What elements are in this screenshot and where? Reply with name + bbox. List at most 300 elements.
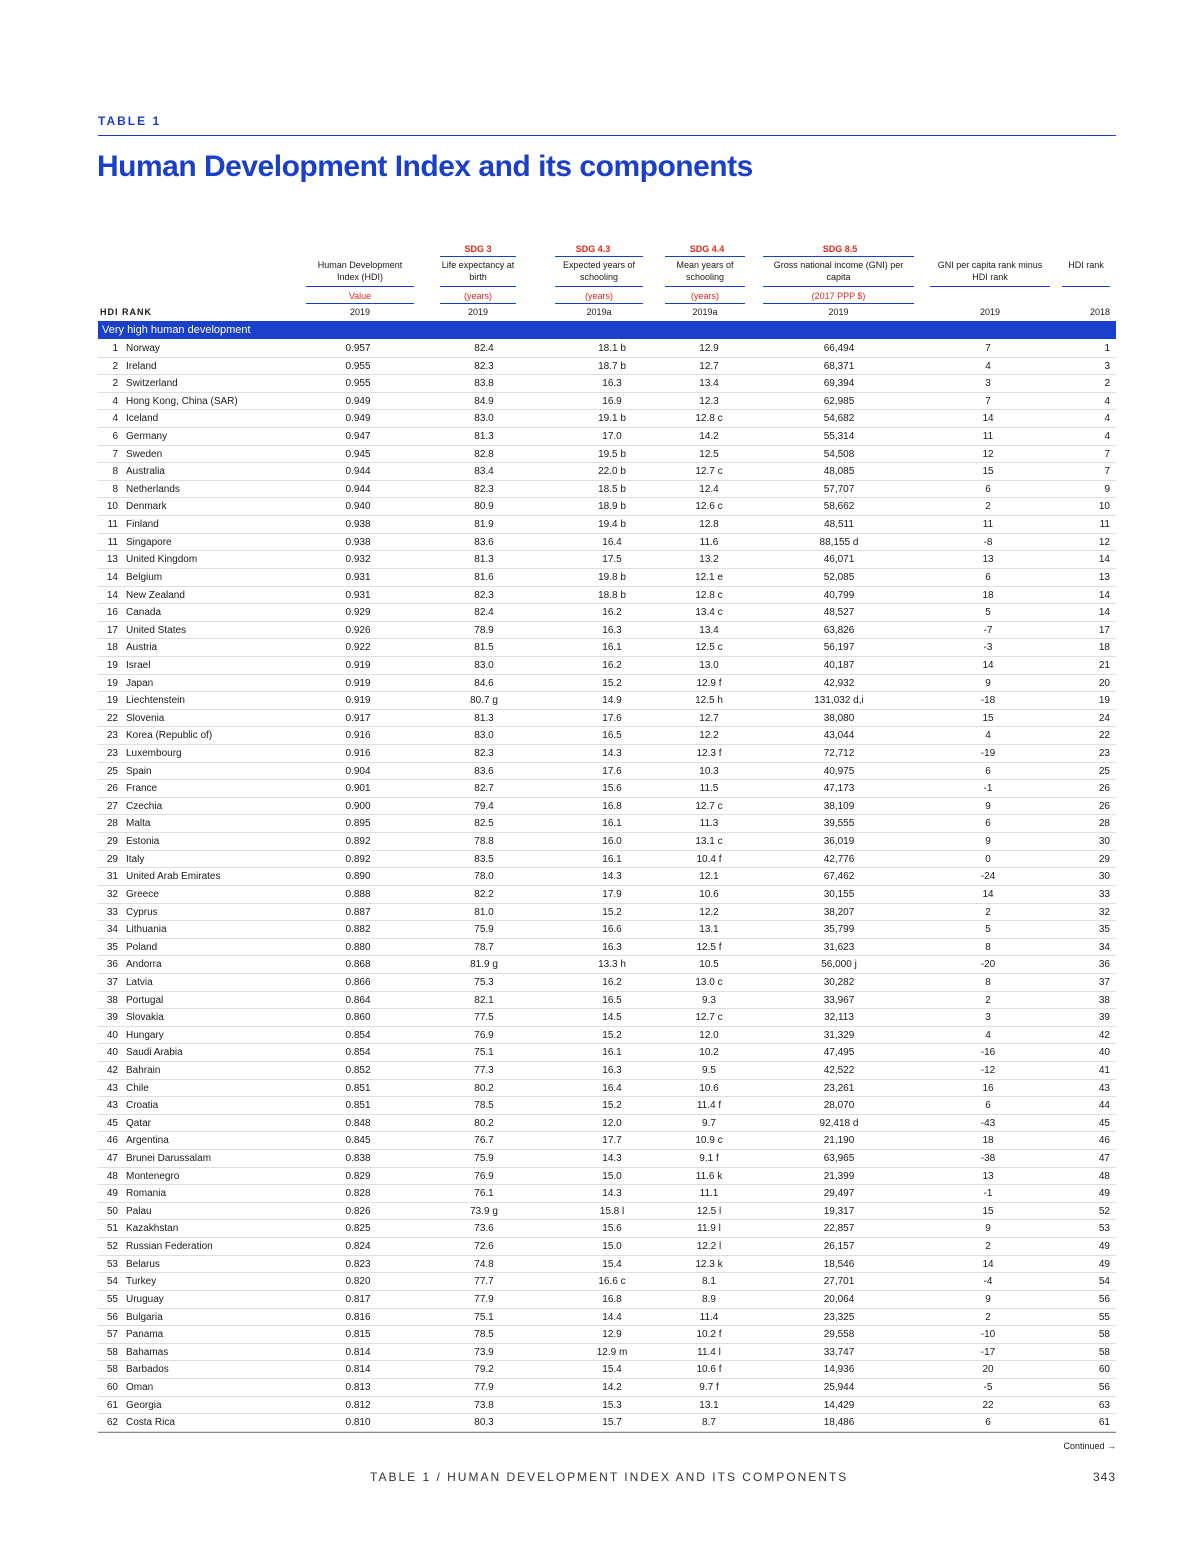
hdi-rank-2018: 56 (1098, 1381, 1110, 1393)
row-rank: 14 (106, 589, 118, 601)
gni-minus-hdi-rank: 6 (985, 1100, 991, 1112)
country-name: Ireland (126, 360, 157, 372)
country-name: Russian Federation (126, 1241, 213, 1253)
hdi-rank-2018: 58 (1098, 1346, 1110, 1358)
gni-minus-hdi-rank: 15 (982, 466, 994, 478)
row-rank: 48 (106, 1170, 118, 1182)
mean-schooling: 12.2 l (696, 1241, 722, 1253)
page-title: Human Development Index and its components (97, 150, 753, 183)
row-rank: 8 (112, 466, 118, 478)
row-rank: 45 (106, 1117, 118, 1129)
row-rank: 26 (106, 783, 118, 795)
gni-per-capita: 39,555 (823, 818, 855, 830)
life-expectancy: 81.0 (474, 906, 494, 918)
mean-schooling: 10.5 (699, 959, 719, 971)
row-rank: 36 (106, 959, 118, 971)
hdi-rank-2018: 49 (1098, 1258, 1110, 1270)
col-diff-year: 2019 (979, 307, 1001, 317)
life-expectancy: 82.7 (474, 783, 494, 795)
hdi-rank-2018: 22 (1098, 730, 1110, 742)
country-name: Montenegro (126, 1170, 180, 1182)
gni-minus-hdi-rank: -43 (980, 1117, 996, 1129)
life-expectancy: 76.9 (474, 1170, 494, 1182)
life-expectancy: 79.2 (474, 1364, 494, 1376)
gni-minus-hdi-rank: 0 (985, 853, 991, 865)
hdi-rank-2018: 19 (1098, 695, 1110, 707)
table-body (98, 340, 1116, 1432)
hdi-rank-2018: 14 (1098, 589, 1110, 601)
footer: TABLE 1 / HUMAN DEVELOPMENT INDEX AND ITS COMPONENTS (370, 1470, 849, 1484)
gni-per-capita: 58,662 (823, 501, 855, 513)
expected-schooling: 16.5 (602, 730, 622, 742)
life-expectancy: 75.9 (474, 924, 494, 936)
table-row (98, 340, 1116, 358)
hdi-rank-2018: 35 (1098, 924, 1110, 936)
country-name: Bahamas (126, 1346, 169, 1358)
gni-per-capita: 55,314 (823, 431, 855, 443)
life-expectancy: 81.9 g (470, 959, 498, 971)
header-rule (930, 286, 1050, 287)
hdi-value: 0.880 (345, 941, 371, 953)
gni-per-capita: 28,070 (823, 1100, 855, 1112)
mean-schooling: 11.4 (699, 1311, 719, 1323)
gni-per-capita: 48,085 (823, 466, 855, 478)
mean-schooling: 13.1 (699, 924, 719, 936)
gni-minus-hdi-rank: 6 (985, 765, 991, 777)
country-name: Italy (126, 853, 145, 865)
row-rank: 19 (106, 659, 118, 671)
mean-schooling: 10.6 f (696, 1364, 722, 1376)
life-expectancy: 82.3 (474, 748, 494, 760)
life-expectancy: 82.3 (474, 360, 494, 372)
gni-per-capita: 23,261 (823, 1082, 855, 1094)
gni-per-capita: 38,109 (823, 800, 855, 812)
expected-schooling: 17.7 (602, 1135, 622, 1147)
life-expectancy: 75.9 (474, 1153, 494, 1165)
hdi-rank-2018: 46 (1098, 1135, 1110, 1147)
expected-schooling: 15.2 (602, 1100, 622, 1112)
country-name: Lithuania (126, 924, 167, 936)
unit-rule (665, 303, 745, 304)
mean-schooling: 12.3 f (696, 748, 722, 760)
hdi-rank-2018: 3 (1104, 360, 1110, 372)
life-expectancy: 76.9 (474, 1029, 494, 1041)
row-rank: 31 (106, 871, 118, 883)
gni-per-capita: 56,000 j (821, 959, 857, 971)
life-expectancy: 77.9 (474, 1381, 494, 1393)
sdg-rule (440, 256, 516, 257)
table-row (98, 498, 1116, 516)
gni-minus-hdi-rank: 2 (985, 1241, 991, 1253)
row-rank: 11 (107, 519, 118, 531)
table-row (98, 763, 1116, 781)
col-hdi-unit: Value (348, 291, 372, 301)
gni-minus-hdi-rank: 7 (985, 395, 991, 407)
country-name: New Zealand (126, 589, 185, 601)
hdi-rank-2018: 56 (1098, 1293, 1110, 1305)
row-rank: 40 (106, 1029, 118, 1041)
hdi-rank-2018: 28 (1098, 818, 1110, 830)
hdi-value: 0.919 (345, 695, 371, 707)
table-row (98, 1414, 1116, 1432)
mean-schooling: 12.9 f (696, 677, 722, 689)
hdi-rank-2018: 7 (1104, 448, 1110, 460)
life-expectancy: 80.7 g (470, 695, 498, 707)
hdi-rank-label: HDI RANK (100, 307, 152, 317)
gni-per-capita: 66,494 (823, 343, 855, 354)
hdi-value: 0.916 (345, 730, 371, 742)
hdi-value: 0.852 (345, 1064, 371, 1076)
mean-schooling: 12.2 (699, 730, 719, 742)
gni-minus-hdi-rank: 2 (985, 1311, 991, 1323)
expected-schooling: 15.0 (602, 1170, 622, 1182)
row-rank: 7 (112, 448, 118, 460)
expected-schooling: 16.9 (602, 395, 622, 407)
table-row (98, 1080, 1116, 1098)
hdi-value: 0.926 (345, 624, 371, 636)
country-name: Norway (126, 343, 160, 354)
country-name: Oman (126, 1381, 154, 1393)
gni-minus-hdi-rank: 12 (982, 448, 994, 460)
hdi-value: 0.825 (345, 1223, 371, 1235)
country-name: France (126, 783, 158, 795)
hdi-rank-2018: 2 (1104, 378, 1110, 390)
table-row (98, 428, 1116, 446)
country-name: Austria (126, 642, 158, 654)
life-expectancy: 73.9 g (470, 1205, 498, 1217)
row-rank: 55 (106, 1293, 118, 1305)
expected-schooling: 16.5 (602, 994, 622, 1006)
hdi-rank-2018: 33 (1098, 888, 1110, 900)
hdi-rank-2018: 55 (1098, 1311, 1110, 1323)
mean-schooling: 12.5 f (696, 941, 722, 953)
gni-per-capita: 48,511 (824, 519, 854, 531)
mean-schooling: 12.0 (699, 1029, 719, 1041)
gni-minus-hdi-rank: -18 (980, 695, 996, 707)
gni-per-capita: 92,418 d (819, 1117, 859, 1129)
row-rank: 25 (106, 765, 118, 777)
hdi-rank-2018: 48 (1098, 1170, 1110, 1182)
gni-per-capita: 14,429 (823, 1399, 855, 1411)
hdi-rank-2018: 49 (1098, 1241, 1110, 1253)
expected-schooling: 14.3 (602, 1153, 622, 1165)
hdi-rank-2018: 9 (1104, 483, 1110, 495)
col-gni-unit: (2017 PPP $) (811, 291, 866, 301)
life-expectancy: 76.1 (474, 1188, 494, 1200)
gni-per-capita: 30,282 (823, 976, 855, 988)
col-eys-year: 2019a (586, 307, 612, 317)
gni-minus-hdi-rank: 16 (982, 1082, 994, 1094)
gni-per-capita: 54,682 (823, 413, 855, 425)
row-rank: 2 (112, 360, 118, 372)
mean-schooling: 12.3 k (695, 1258, 723, 1270)
gni-per-capita: 69,394 (823, 378, 855, 390)
hdi-value: 0.919 (345, 659, 371, 671)
col-eys-unit: (years) (584, 291, 613, 301)
hdi-rank-2018: 21 (1098, 659, 1110, 671)
mean-schooling: 8.9 (702, 1293, 716, 1305)
unit-rule (306, 303, 414, 304)
life-expectancy: 80.9 (474, 501, 494, 513)
row-rank: 42 (106, 1064, 118, 1076)
hdi-value: 0.919 (345, 677, 371, 689)
row-rank: 56 (106, 1311, 118, 1323)
gni-per-capita: 131,032 d,i (814, 695, 864, 707)
hdi-value: 0.892 (345, 836, 371, 848)
life-expectancy: 72.6 (474, 1241, 494, 1253)
hdi-value: 0.949 (345, 395, 371, 407)
life-expectancy: 83.5 (474, 853, 494, 865)
row-rank: 17 (106, 624, 118, 636)
life-expectancy: 76.7 (474, 1135, 494, 1147)
gni-minus-hdi-rank: 7 (985, 343, 991, 354)
gni-per-capita: 52,085 (823, 571, 855, 583)
hdi-value: 0.957 (345, 343, 371, 354)
mean-schooling: 13.0 c (695, 976, 723, 988)
hdi-value: 0.955 (345, 360, 371, 372)
expected-schooling: 15.8 l (599, 1205, 625, 1217)
row-rank: 43 (106, 1100, 118, 1112)
hdi-value: 0.904 (345, 765, 371, 777)
gni-per-capita: 21,190 (823, 1135, 855, 1147)
gni-minus-hdi-rank: -10 (980, 1329, 996, 1341)
gni-per-capita: 33,967 (823, 994, 855, 1006)
mean-schooling: 12.8 c (695, 589, 723, 601)
gni-minus-hdi-rank: 9 (985, 836, 991, 848)
row-rank: 39 (106, 1012, 118, 1024)
gni-minus-hdi-rank: 8 (985, 941, 991, 953)
expected-schooling: 12.0 (602, 1117, 622, 1129)
hdi-value: 0.882 (345, 924, 371, 936)
table-row (98, 1115, 1116, 1133)
hdi-rank-2018: 25 (1098, 765, 1110, 777)
sdg-mys: SDG 4.4 (689, 244, 725, 254)
gni-minus-hdi-rank: 6 (985, 483, 991, 495)
col-r18-year: 2018 (1089, 307, 1110, 317)
gni-minus-hdi-rank: 6 (985, 818, 991, 830)
gni-minus-hdi-rank: 11 (982, 431, 994, 443)
col-le-name: Life expectancy at birth (441, 260, 515, 282)
hdi-value: 0.916 (345, 748, 371, 760)
hdi-value: 0.848 (345, 1117, 371, 1129)
country-name: Belgium (126, 571, 163, 583)
hdi-value: 0.917 (345, 712, 371, 724)
hdi-value: 0.815 (345, 1329, 371, 1341)
hdi-rank-2018: 63 (1098, 1399, 1110, 1411)
row-rank: 50 (106, 1205, 118, 1217)
row-rank: 19 (106, 695, 118, 707)
hdi-rank-2018: 20 (1098, 677, 1110, 689)
mean-schooling: 10.4 f (696, 853, 722, 865)
expected-schooling: 15.2 (602, 906, 622, 918)
hdi-value: 0.860 (345, 1012, 371, 1024)
country-name: Netherlands (126, 483, 180, 495)
table-row (98, 1397, 1116, 1415)
country-name: United Arab Emirates (126, 871, 221, 883)
hdi-rank-2018: 14 (1098, 607, 1110, 619)
mean-schooling: 12.5 l (696, 1205, 722, 1217)
country-name: Bulgaria (126, 1311, 163, 1323)
table-row (98, 675, 1116, 693)
country-name: Uruguay (126, 1293, 164, 1305)
country-name: Sweden (126, 448, 163, 460)
gni-per-capita: 22,857 (823, 1223, 855, 1235)
row-rank: 6 (112, 431, 118, 443)
expected-schooling: 17.0 (602, 431, 622, 443)
table-row (98, 622, 1116, 640)
gni-per-capita: 25,944 (823, 1381, 855, 1393)
country-name: Luxembourg (126, 748, 182, 760)
table-row (98, 868, 1116, 886)
gni-per-capita: 40,187 (823, 659, 855, 671)
header-rule (306, 286, 414, 287)
life-expectancy: 80.2 (474, 1082, 494, 1094)
table-row (98, 534, 1116, 552)
hdi-value: 0.929 (345, 607, 371, 619)
gni-per-capita: 57,707 (823, 483, 855, 495)
mean-schooling: 12.5 (699, 448, 719, 460)
mean-schooling: 11.9 l (697, 1223, 721, 1235)
hdi-rank-2018: 26 (1098, 800, 1110, 812)
row-rank: 53 (106, 1258, 118, 1270)
country-name: Liechtenstein (126, 695, 185, 707)
row-rank: 58 (106, 1346, 118, 1358)
expected-schooling: 18.5 b (598, 483, 626, 495)
gni-per-capita: 35,799 (823, 924, 855, 936)
hdi-value: 0.887 (345, 906, 371, 918)
country-name: Panama (126, 1329, 164, 1341)
row-rank: 61 (106, 1399, 118, 1411)
hdi-value: 0.851 (345, 1082, 371, 1094)
top-rule (98, 135, 1116, 136)
table-row (98, 974, 1116, 992)
mean-schooling: 12.4 (699, 483, 719, 495)
hdi-rank-2018: 30 (1098, 871, 1110, 883)
col-diff-name: GNI per capita rank minus HDI rank (937, 260, 1043, 282)
country-name: Canada (126, 607, 162, 619)
row-rank: 19 (106, 677, 118, 689)
table-row (98, 1291, 1116, 1309)
country-name: Cyprus (126, 906, 158, 918)
hdi-value: 0.890 (345, 871, 371, 883)
gni-minus-hdi-rank: 15 (982, 1205, 994, 1217)
table-row (98, 1009, 1116, 1027)
country-name: Japan (126, 677, 154, 689)
gni-minus-hdi-rank: 2 (985, 501, 991, 513)
mean-schooling: 11.4 l (697, 1346, 721, 1358)
country-name: Barbados (126, 1364, 169, 1376)
life-expectancy: 75.3 (474, 976, 494, 988)
life-expectancy: 74.8 (474, 1258, 494, 1270)
gni-per-capita: 54,508 (823, 448, 855, 460)
life-expectancy: 81.3 (474, 554, 494, 566)
gni-per-capita: 19,317 (823, 1205, 855, 1217)
mean-schooling: 13.4 (699, 624, 719, 636)
row-rank: 13 (106, 554, 118, 566)
country-name: Costa Rica (126, 1417, 175, 1429)
gni-minus-hdi-rank: 14 (982, 888, 994, 900)
country-name: Romania (126, 1188, 167, 1200)
gni-per-capita: 32,113 (824, 1012, 854, 1024)
mean-schooling: 12.7 c (695, 800, 723, 812)
country-name: Greece (126, 888, 159, 900)
gni-minus-hdi-rank: -24 (980, 871, 996, 883)
header-rule (763, 286, 914, 287)
hdi-rank-2018: 45 (1098, 1117, 1110, 1129)
expected-schooling: 19.4 b (598, 519, 626, 531)
mean-schooling: 12.5 c (695, 642, 723, 654)
expected-schooling: 14.3 (602, 1188, 622, 1200)
hdi-rank-2018: 52 (1098, 1205, 1110, 1217)
life-expectancy: 73.8 (474, 1399, 494, 1411)
hdi-rank-2018: 4 (1104, 413, 1110, 425)
expected-schooling: 15.7 (602, 1417, 622, 1429)
expected-schooling: 16.6 c (598, 1276, 626, 1288)
gni-minus-hdi-rank: 9 (985, 677, 991, 689)
country-name: Hong Kong, China (SAR) (126, 395, 238, 407)
col-mys-unit: (years) (690, 291, 719, 301)
mean-schooling: 12.7 c (695, 1012, 723, 1024)
hdi-value: 0.892 (345, 853, 371, 865)
hdi-value: 0.944 (345, 466, 371, 478)
life-expectancy: 83.6 (474, 765, 494, 777)
table-row (98, 1027, 1116, 1045)
country-name: Slovakia (126, 1012, 164, 1024)
table-row (98, 551, 1116, 569)
hdi-value: 0.931 (345, 589, 371, 601)
row-rank: 28 (106, 818, 118, 830)
hdi-value: 0.828 (345, 1188, 371, 1200)
hdi-value: 0.900 (345, 800, 371, 812)
gni-minus-hdi-rank: 9 (985, 1223, 991, 1235)
gni-minus-hdi-rank: 9 (985, 800, 991, 812)
unit-rule (440, 303, 516, 304)
hdi-value: 0.812 (345, 1399, 371, 1411)
hdi-value: 0.814 (345, 1364, 371, 1376)
gni-per-capita: 27,701 (823, 1276, 855, 1288)
expected-schooling: 16.1 (602, 853, 622, 865)
mean-schooling: 10.3 (699, 765, 719, 777)
hdi-rank-2018: 1 (1104, 343, 1110, 354)
row-rank: 57 (106, 1329, 118, 1341)
unit-rule (763, 303, 914, 304)
table-row (98, 569, 1116, 587)
header-rule (665, 286, 745, 287)
hdi-value: 0.851 (345, 1100, 371, 1112)
row-rank: 11 (107, 536, 118, 548)
mean-schooling: 11.4 f (696, 1100, 722, 1112)
life-expectancy: 77.7 (474, 1276, 494, 1288)
table-row (98, 657, 1116, 675)
expected-schooling: 16.2 (602, 607, 622, 619)
gni-minus-hdi-rank: -3 (983, 642, 993, 654)
gni-minus-hdi-rank: 4 (985, 1029, 991, 1041)
mean-schooling: 12.8 (699, 519, 719, 531)
life-expectancy: 77.9 (474, 1293, 494, 1305)
row-rank: 23 (106, 730, 118, 742)
country-name: Australia (126, 466, 165, 478)
gni-per-capita: 68,371 (823, 360, 855, 372)
hdi-rank-2018: 4 (1104, 431, 1110, 443)
hdi-rank-2018: 60 (1098, 1364, 1110, 1376)
hdi-rank-2018: 32 (1098, 906, 1110, 918)
gni-per-capita: 47,495 (823, 1047, 855, 1059)
mean-schooling: 13.4 c (695, 607, 723, 619)
mean-schooling: 14.2 (699, 431, 719, 443)
mean-schooling: 10.6 (699, 888, 719, 900)
mean-schooling: 12.8 c (695, 413, 723, 425)
hdi-value: 0.838 (345, 1153, 371, 1165)
